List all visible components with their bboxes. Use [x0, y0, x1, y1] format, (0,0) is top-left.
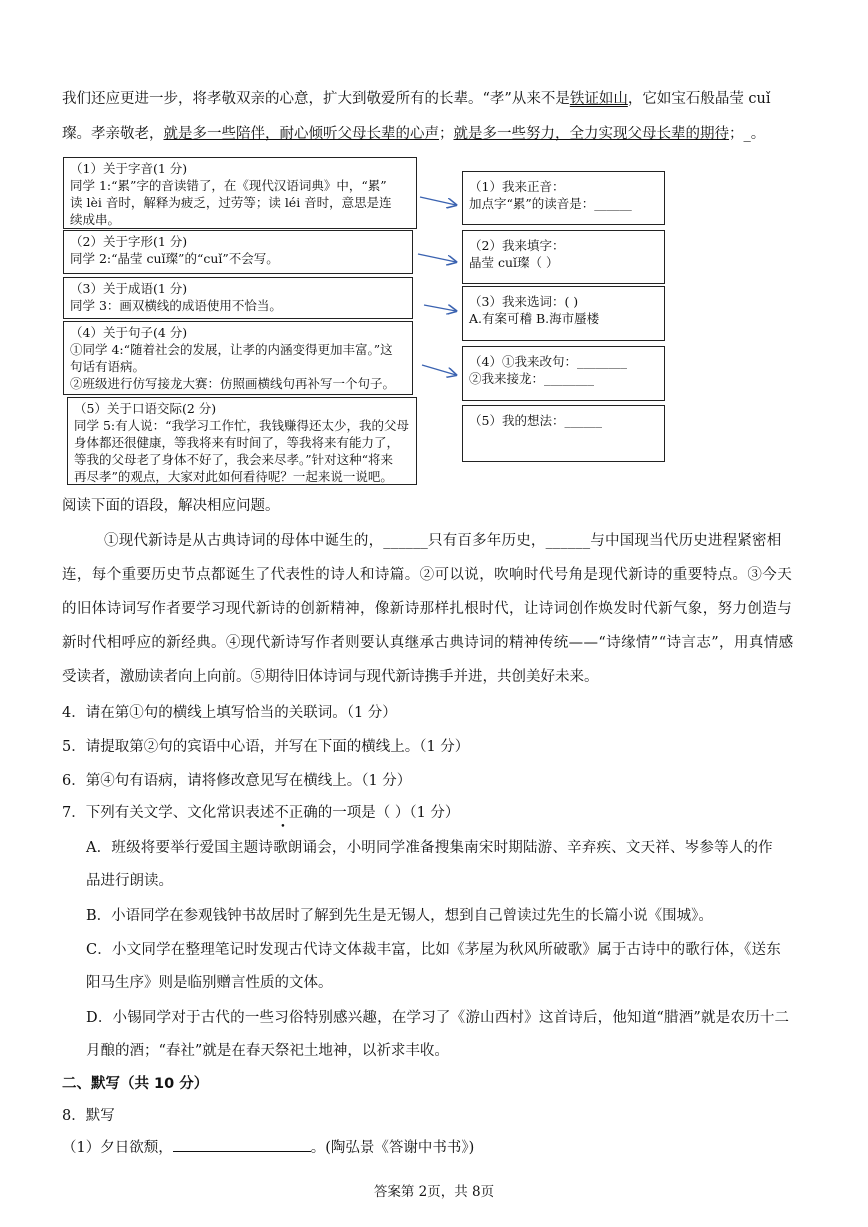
question-8: 8．默写 — [62, 1108, 115, 1124]
passage-line-5: 受读者，激励读者向上向前。⑤期待旧体诗词与现代新诗携手并进，共创美好未来。 — [62, 669, 599, 685]
item-text: 。(陶弘景《答谢中书书》) — [310, 1140, 475, 1156]
box-line: （3）关于成语(1 分) — [70, 281, 188, 296]
box-line: 同学 2:“晶莹 cuǐ璨”的“cuǐ”不会写。 — [70, 251, 279, 266]
option-b: B．小语同学在参观钱钟书故居时了解到先生是无锡人，想到自己曾读过先生的长篇小说《围城》。 — [86, 908, 713, 924]
question-7-stem — [62, 801, 460, 832]
question-6: 6．第④句有语病，请将修改意见写在横线上。（1 分） — [62, 773, 412, 789]
box-line: （2）我来填字： — [469, 238, 565, 253]
arrow-4-icon — [422, 365, 456, 375]
intro-text: ，它如宝石般晶莹 cuǐ — [627, 91, 771, 107]
box-line: 身体都还很健康，等我将来有时间了，等我将来有能力了， — [74, 435, 400, 450]
intro-text: 我们还应更进一步，将孝敬双亲的心意，扩大到敬爱所有的长辈。“孝”从来不是 — [62, 91, 570, 107]
option-c-line-2: 阳马生序》则是临别赠言性质的文体。 — [86, 975, 333, 991]
intro-text: ；_。 — [729, 126, 766, 142]
dotted-char: 不 — [274, 805, 289, 821]
option-a-line-1: A．班级将要举行爱国主题诗歌朗诵会，小明同学准备搜集南宋时期陆游、辛弃疾、文天祥、岑参等人的作 — [86, 840, 773, 856]
dictation-item-1 — [62, 1136, 474, 1157]
intro-text: 璨。孝亲敬老， — [62, 126, 164, 142]
reading-prompt: 阅读下面的语段，解决相应问题。 — [62, 498, 280, 514]
box-line: 再尽孝”的观点，大家对此如何看待呢？一起来说一说吧。 — [74, 469, 393, 484]
stem-text: 正确的一项是（ ）（1 分） — [288, 805, 460, 821]
box-line: （4）①我来改句：________ — [469, 354, 627, 369]
box-line: 加点字“累”的读音是：______ — [469, 196, 632, 211]
box-line: ②我来接龙：________ — [469, 371, 595, 386]
box-line: ①同学 4:“随着社会的发展，让孝的内涵变得更加丰富。”这 — [70, 342, 393, 357]
stem-text: 7．下列有关文学、文化常识表述 — [62, 805, 275, 821]
box-line: 读 lèi 音时，解释为疲乏，过劳等；读 léi 音时，意思是连 — [70, 195, 392, 210]
emphasis-dotted-char — [274, 805, 289, 832]
connector-arrows — [0, 0, 868, 500]
box-line: 晶莹 cuǐ璨（ ） — [469, 255, 559, 270]
option-d-line-1: D．小锡同学对于古代的一些习俗特别感兴趣，在学习了《游山西村》这首诗后，他知道“腊酒”就是农历十二 — [86, 1010, 790, 1026]
option-c-line-1: C．小文同学在整理笔记时发现古代诗文体裁丰富，比如《茅屋为秋风所破歌》属于古诗中的歌行体，《送东 — [86, 942, 781, 958]
box-line: 同学 3：画双横线的成语使用不恰当。 — [70, 298, 282, 313]
emphasis-dot-icon: • — [280, 822, 286, 832]
passage-line-2: 连，每个重要历史节点都诞生了代表性的诗人和诗篇。②可以说，吹响时代号角是现代新诗的重要特点。③今天 — [62, 567, 793, 583]
question-4: 4．请在第①句的横线上填写恰当的关联词。（1 分） — [62, 705, 397, 721]
box-line: （3）我来选词：( ) — [469, 294, 579, 309]
section-heading: 二、默写（共 10 分） — [62, 1076, 209, 1092]
passage-line-1: ①现代新诗是从古典诗词的母体中诞生的，______只有百多年历史，______与中国现当代历史进程紧密相 — [104, 533, 782, 549]
box-line: （1）关于字音(1 分) — [70, 161, 188, 176]
intro-text: ； — [439, 126, 454, 142]
option-d-line-2: 月酿的酒；“春社”就是在春天祭祀土地神，以祈求丰收。 — [86, 1043, 449, 1059]
box-line: 等我的父母老了身体不好了，我会来尽孝。”针对这种“将来 — [74, 452, 394, 467]
arrow-3-icon — [424, 305, 456, 311]
answer-blank[interactable] — [173, 1137, 311, 1152]
arrow-2-icon — [418, 254, 456, 262]
underlined-sentence-2: 就是多一些努力，全力实现父母长辈的期待 — [453, 126, 729, 142]
box-line: 续成串。 — [70, 212, 121, 227]
arrow-1-icon — [420, 197, 456, 205]
box-line: ②班级进行仿写接龙大赛：仿照画横线句再补写一个句子。 — [70, 376, 396, 391]
box-line: 同学 5:有人说：“我学习工作忙，我钱赚得还太少，我的父母 — [74, 418, 410, 433]
box-line: 句话有语病。 — [70, 359, 146, 374]
box-line: （4）关于句子(4 分) — [70, 325, 188, 340]
box-line: （2）关于字形(1 分) — [70, 234, 188, 249]
passage-line-4: 新时代相呼应的新经典。④现代新诗写作者则要认真继承古典诗词的精神传统——“诗缘情”“诗言志”，用真情感 — [62, 635, 794, 651]
question-5: 5．请提取第②句的宾语中心语，并写在下面的横线上。（1 分） — [62, 739, 470, 755]
box-line: 同学 1:“累”字的音读错了，在《现代汉语词典》中，“累” — [70, 178, 387, 193]
box-line: A.有案可稽 B.海市蜃楼 — [469, 311, 600, 326]
box-line: （1）我来正音： — [469, 179, 565, 194]
box-line: （5）我的想法：______ — [469, 413, 602, 428]
passage-line-3: 的旧体诗词写作者要学习现代新诗的创新精神，像新诗那样扎根时代，让诗词创作焕发时代新气象，努力创造与 — [62, 601, 793, 617]
item-text: （1）夕日欲颓， — [62, 1140, 173, 1156]
double-underlined-idiom: 铁证如山 — [569, 91, 628, 107]
box-line: （5）关于口语交际(2 分) — [74, 401, 217, 416]
underlined-sentence-1: 就是多一些陪伴，耐心倾听父母长辈的心声 — [163, 126, 439, 142]
page-footer: 答案第 2页，共 8页 — [373, 1184, 495, 1200]
option-a-line-2: 品进行朗读。 — [86, 873, 173, 889]
